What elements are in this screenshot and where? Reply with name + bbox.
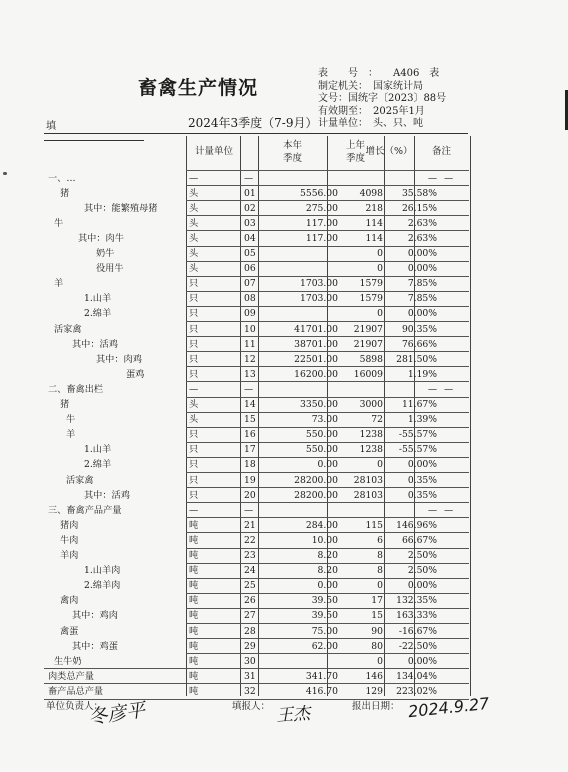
row-current-value: 3350.00 (300, 399, 338, 410)
row-name: 羊 (66, 429, 76, 441)
row-unit: 吨 (189, 534, 199, 546)
row-growth: — (427, 383, 437, 395)
row-growth: 134.04% (396, 670, 437, 682)
row-unit: 吨 (189, 625, 199, 637)
date-handwritten: 2024.9.27 (407, 693, 491, 722)
row-name: 2.绵羊 (84, 459, 112, 471)
meta-line: 文号：国统字〔2023〕88号 (318, 93, 447, 104)
row-current-value: 16200.00 (294, 368, 338, 380)
row-growth: -22.50% (398, 640, 437, 652)
meta-line: 表 号 ： A406 表 (318, 68, 440, 79)
row-unit: 只 (189, 353, 199, 365)
row-code: 26 (244, 595, 256, 607)
table-row (0, 442, 568, 457)
row-previous-value: 0 (377, 655, 383, 667)
table-row (0, 231, 568, 246)
row-current-value: 1703.00 (300, 278, 338, 290)
row-current-value: 0.00 (317, 580, 338, 592)
col-header-growth: 增长（%） (365, 146, 413, 157)
row-code: 27 (244, 610, 256, 622)
table-row (0, 216, 568, 231)
col-header-unit: 计量单位 (194, 146, 233, 157)
row-code: 20 (244, 489, 256, 501)
row-unit: 头 (189, 414, 199, 426)
row-name: 肉类总产量 (48, 670, 94, 682)
row-code: 21 (244, 519, 256, 531)
row-code: 32 (244, 685, 256, 697)
row-previous-value: 72 (371, 414, 383, 426)
row-current-value: 275.00 (305, 202, 338, 214)
row-name: 禽肉 (60, 595, 79, 607)
row-growth: 76.66% (401, 338, 437, 350)
table-row (0, 548, 568, 563)
row-previous-value: 114 (365, 217, 383, 229)
table-row (0, 473, 568, 488)
row-growth: 281.50% (396, 353, 437, 365)
row-code: 16 (244, 429, 256, 441)
row-name: 役用牛 (96, 263, 124, 275)
row-code: 02 (244, 202, 256, 214)
row-previous-value: 115 (365, 519, 383, 531)
row-growth: 1.39% (407, 414, 437, 426)
row-name: 牛 (66, 414, 76, 426)
row-unit: 只 (189, 429, 199, 441)
row-unit: 只 (189, 368, 199, 380)
table-row (0, 639, 568, 654)
row-note: — (444, 383, 454, 395)
row-previous-value: 3000 (359, 399, 383, 410)
row-code: — (244, 504, 254, 516)
row-previous-value: 0 (377, 308, 383, 320)
row-previous-value: 90 (371, 625, 383, 637)
row-unit: 吨 (189, 550, 199, 561)
row-unit: 头 (189, 202, 199, 214)
report-period: 2024年3季度（7-9月） (188, 116, 318, 130)
row-unit: 只 (189, 293, 199, 305)
row-name: 羊肉 (60, 550, 79, 561)
row-previous-value: 15 (371, 610, 383, 622)
row-name: 猪 (60, 399, 70, 410)
row-unit: — (189, 504, 199, 516)
row-previous-value: 1238 (359, 444, 383, 456)
row-unit: 头 (189, 248, 199, 259)
row-current-value: 38701.00 (294, 338, 338, 350)
row-current-value: 5556.00 (300, 187, 338, 199)
row-unit: 吨 (189, 685, 199, 697)
row-note: — (444, 172, 454, 184)
row-previous-value: 16009 (353, 368, 383, 380)
filler-signature: 王杰 (275, 703, 311, 727)
row-growth: 2.50% (407, 565, 437, 577)
row-current-value: 73.00 (311, 414, 338, 426)
row-unit: 吨 (189, 580, 199, 592)
row-name: 牛肉 (60, 534, 79, 546)
row-name: 其中：活鸡 (72, 338, 118, 350)
row-previous-value: 146 (365, 670, 383, 682)
row-name: 三、畜禽产品产量 (48, 504, 122, 516)
row-current-value: 341.70 (305, 670, 338, 682)
date-label: 报出日期： (352, 701, 400, 712)
col-header-current: 本年 季度 (282, 140, 302, 164)
row-name: 1.山羊 (84, 293, 112, 305)
meta-line: 有效期至： 2025年1月 (318, 105, 425, 117)
row-previous-value: 129 (365, 685, 383, 697)
row-name: 蛋鸡 (126, 368, 145, 380)
row-code: — (244, 172, 254, 184)
row-name: 羊 (54, 278, 64, 290)
table-row (0, 276, 568, 291)
meta-line: 计量单位： 头、只、吨 (318, 118, 423, 129)
table-row (0, 382, 568, 397)
table-row (0, 503, 568, 518)
row-code: 01 (244, 187, 256, 199)
row-code: 18 (244, 459, 256, 471)
row-previous-value: 8 (377, 550, 383, 561)
row-growth: -16.67% (398, 625, 437, 637)
row-code: 14 (244, 399, 256, 410)
row-current-value: 39.50 (311, 610, 338, 622)
table-row (0, 367, 568, 382)
row-name: 其中：能繁殖母猪 (84, 202, 158, 214)
row-previous-value: 0 (377, 263, 383, 275)
row-unit: 吨 (189, 640, 199, 652)
row-code: 17 (244, 444, 256, 456)
row-name: 其中：肉鸡 (96, 353, 142, 365)
row-unit: — (189, 172, 199, 184)
row-current-value: 0.00 (317, 459, 338, 471)
row-current-value: 284.00 (305, 519, 338, 531)
row-name: 活家禽 (66, 474, 94, 486)
table-row (0, 261, 568, 276)
table-row (0, 322, 568, 337)
row-code: 22 (244, 534, 256, 546)
row-unit: 吨 (189, 519, 199, 531)
table-row (0, 427, 568, 442)
table-row (0, 352, 568, 367)
row-name: 2.绵羊肉 (84, 580, 121, 592)
row-growth: 1.19% (407, 368, 437, 380)
row-name: 生牛奶 (54, 655, 82, 667)
table-row (0, 412, 568, 427)
row-current-value: 28200.00 (294, 474, 338, 486)
row-unit: 只 (189, 474, 199, 486)
row-unit: 只 (189, 278, 199, 290)
row-growth: 2.50% (407, 550, 437, 561)
row-growth: 0.00% (407, 459, 437, 471)
row-unit: 只 (189, 444, 199, 456)
row-unit: 吨 (189, 595, 199, 607)
row-previous-value: 0 (377, 459, 383, 471)
row-code: 23 (244, 550, 256, 561)
row-unit: 只 (189, 308, 199, 320)
row-current-value: 117.00 (305, 232, 338, 244)
table-row (0, 518, 568, 533)
row-name: 1.山羊肉 (84, 565, 121, 577)
row-name: 其中：活鸡 (84, 489, 130, 501)
row-growth: 90.35% (401, 323, 437, 335)
row-name: 奶牛 (96, 248, 115, 259)
row-growth: 223.02% (396, 685, 437, 697)
table-row (0, 171, 568, 186)
col-header-previous: 上年 季度 (345, 140, 365, 164)
row-name: 猪肉 (60, 519, 79, 531)
row-unit: 吨 (189, 655, 199, 667)
row-code: 24 (244, 565, 256, 577)
row-previous-value: 1579 (359, 278, 383, 290)
table-row (0, 578, 568, 593)
row-code: 03 (244, 217, 256, 229)
row-name: 一、… (48, 172, 76, 184)
row-name: 牛 (54, 217, 64, 229)
row-growth: 0.00% (407, 248, 437, 259)
row-previous-value: 6 (377, 534, 383, 546)
row-previous-value: 28103 (353, 474, 383, 486)
table-row (0, 563, 568, 578)
row-previous-value: 17 (371, 595, 383, 607)
table-row (0, 593, 568, 608)
row-growth: -55.57% (398, 429, 437, 441)
row-name: 禽蛋 (60, 625, 79, 637)
fill-unit-label: 填 (46, 121, 56, 132)
table-row (0, 291, 568, 306)
row-current-value: 75.00 (311, 625, 338, 637)
row-unit: 只 (189, 323, 199, 335)
row-growth: 132.35% (396, 595, 437, 607)
row-current-value: 22501.00 (294, 353, 338, 365)
row-current-value: 39.50 (311, 595, 338, 607)
row-unit: 只 (189, 338, 199, 350)
row-previous-value: 8 (377, 565, 383, 577)
filler-label: 填报人： (232, 701, 271, 712)
row-code: 31 (244, 670, 256, 682)
row-code: 15 (244, 414, 256, 426)
row-growth: 0.00% (407, 308, 437, 320)
row-previous-value: 0 (377, 248, 383, 259)
row-name: 其中：鸡蛋 (72, 640, 118, 652)
row-growth: 0.00% (407, 655, 437, 667)
row-current-value: 550.00 (305, 429, 338, 441)
row-previous-value: 1238 (359, 429, 383, 441)
table-row (0, 201, 568, 216)
head-signature: 冬彦平 (86, 699, 147, 729)
row-previous-value: 28103 (353, 489, 383, 501)
row-growth: — (427, 504, 437, 516)
row-previous-value: 21907 (353, 323, 383, 335)
row-previous-value: 5898 (359, 353, 383, 365)
report-title: 畜禽生产情况 (138, 77, 259, 99)
row-growth: 0.35% (407, 489, 437, 501)
row-growth: 0.35% (407, 474, 437, 486)
row-code: 07 (244, 278, 256, 290)
row-growth: -55.57% (398, 444, 437, 456)
row-name: 1.山羊 (84, 444, 112, 456)
row-current-value: 416.70 (305, 685, 338, 697)
row-growth: 26.15% (401, 202, 437, 214)
row-code: 10 (244, 323, 256, 335)
table-row (0, 654, 568, 669)
table-row (0, 186, 568, 201)
table-row (0, 306, 568, 321)
row-unit: — (189, 383, 199, 395)
table-row (0, 669, 568, 684)
row-unit: 头 (189, 399, 199, 410)
row-current-value: 1703.00 (300, 293, 338, 305)
row-name: 畜产品总产量 (48, 685, 104, 697)
row-name: 其中：鸡肉 (72, 610, 118, 622)
row-growth: — (427, 172, 437, 184)
row-current-value: 62.00 (311, 640, 338, 652)
row-growth: 7.85% (407, 293, 437, 305)
row-code: 28 (244, 625, 256, 637)
table-row (0, 337, 568, 352)
row-unit: 头 (189, 217, 199, 229)
row-code: 11 (244, 338, 256, 350)
row-current-value: 8.20 (317, 565, 338, 577)
table-row (0, 533, 568, 548)
row-code: 06 (244, 263, 256, 275)
table-row (0, 608, 568, 623)
row-code: 25 (244, 580, 256, 592)
table-row (0, 246, 568, 261)
row-growth: 35.58% (401, 187, 437, 199)
row-growth: 0.00% (407, 580, 437, 592)
row-name: 二、畜禽出栏 (48, 383, 104, 395)
row-unit: 头 (189, 187, 199, 199)
header-rule (44, 133, 468, 134)
row-growth: 163.33% (396, 610, 437, 622)
row-growth: 2.63% (407, 232, 437, 244)
row-growth: 2.63% (407, 217, 437, 229)
row-code: 05 (244, 248, 256, 259)
row-current-value: 41701.00 (294, 323, 338, 335)
row-code: 12 (244, 353, 256, 365)
row-code: 08 (244, 293, 256, 305)
row-unit: 吨 (189, 670, 199, 682)
row-unit: 头 (189, 263, 199, 275)
row-previous-value: 114 (365, 232, 383, 244)
row-unit: 吨 (189, 565, 199, 577)
table-row (0, 397, 568, 412)
row-code: 19 (244, 474, 256, 486)
meta-line: 制定机关： 国家统计局 (318, 80, 423, 92)
row-unit: 吨 (189, 610, 199, 622)
row-note: — (444, 504, 454, 516)
row-previous-value: 1579 (359, 293, 383, 305)
row-name: 猪 (60, 187, 70, 199)
row-code: 04 (244, 232, 256, 244)
row-code: 09 (244, 308, 256, 320)
row-name: 2.绵羊 (84, 308, 112, 320)
row-growth: 66.67% (401, 534, 437, 546)
head-label: 单位负责人： (46, 701, 104, 712)
row-previous-value: 218 (365, 202, 383, 214)
row-name: 活家禽 (54, 323, 82, 335)
row-current-value: 117.00 (305, 217, 338, 229)
row-previous-value: 21907 (353, 338, 383, 350)
row-current-value: 28200.00 (294, 489, 338, 501)
row-current-value: 8.20 (317, 550, 338, 561)
left-header-rule (44, 140, 144, 141)
row-code: — (244, 383, 254, 395)
row-growth: 146.96% (396, 519, 437, 531)
row-growth: 0.00% (407, 263, 437, 275)
row-growth: 7.85% (407, 278, 437, 290)
row-previous-value: 80 (371, 640, 383, 652)
table-row (0, 457, 568, 472)
row-unit: 只 (189, 459, 199, 471)
row-name: 其中：肉牛 (78, 232, 124, 244)
form-metadata (318, 68, 446, 131)
row-growth: 11.67% (401, 399, 437, 410)
table-row (0, 624, 568, 639)
row-current-value: 550.00 (305, 444, 338, 456)
row-current-value: 10.00 (311, 534, 338, 546)
row-previous-value: 4098 (359, 187, 383, 199)
row-code: 30 (244, 655, 256, 667)
row-code: 29 (244, 640, 256, 652)
row-previous-value: 0 (377, 580, 383, 592)
row-code: 13 (244, 368, 256, 380)
table-row (0, 488, 568, 503)
row-unit: 只 (189, 489, 199, 501)
col-header-note: 备注 (431, 146, 451, 157)
row-unit: 头 (189, 232, 199, 244)
